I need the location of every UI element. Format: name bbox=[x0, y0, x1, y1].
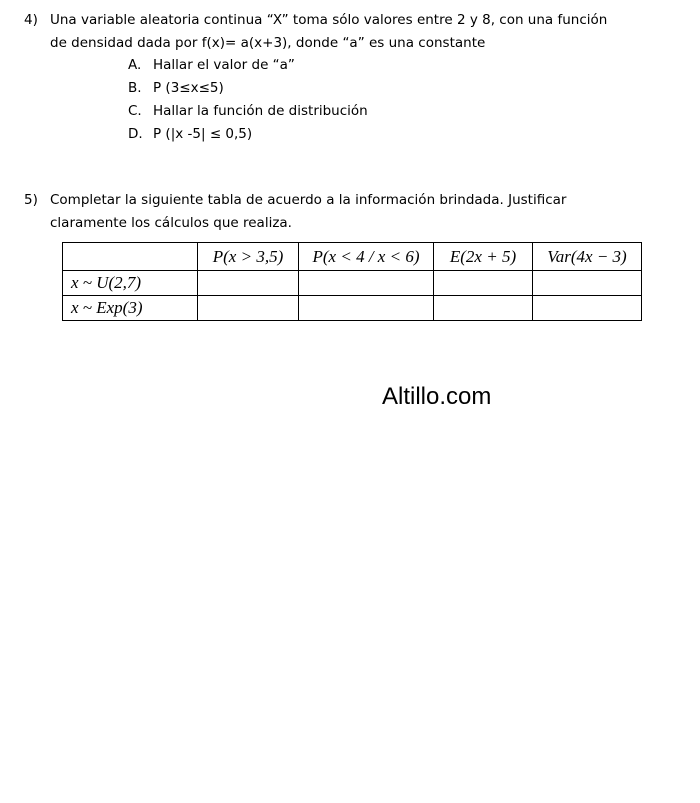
table-cell bbox=[434, 271, 533, 296]
table-header-cell: Var(4x − 3) bbox=[533, 243, 642, 271]
table-header-row bbox=[63, 243, 642, 271]
question-4-number: 4) bbox=[24, 12, 38, 28]
table-header-cell: E(2x + 5) bbox=[434, 243, 533, 271]
question-4-text-line-2: de densidad dada por f(x)= a(x+3), donde “a” es una constante bbox=[50, 35, 486, 51]
item-d-text: P (|x -5| ≤ 0,5) bbox=[153, 126, 253, 142]
table-cell bbox=[533, 296, 642, 321]
table-cell bbox=[434, 296, 533, 321]
question-4-text-line-1: Una variable aleatoria continua “X” toma sólo valores entre 2 y 8, con una función bbox=[50, 12, 608, 28]
table-row bbox=[63, 296, 642, 321]
table-row-label: x ~ U(2,7) bbox=[63, 271, 198, 296]
item-b-letter: B. bbox=[128, 80, 142, 96]
item-b-text: P (3≤x≤5) bbox=[153, 80, 224, 96]
watermark-text: Altillo.com bbox=[382, 383, 492, 410]
item-a-text: Hallar el valor de “a” bbox=[153, 57, 295, 73]
item-a-letter: A. bbox=[128, 57, 142, 73]
item-d-letter: D. bbox=[128, 126, 143, 142]
table-header-empty bbox=[63, 243, 198, 271]
question-5-text-line-1: Completar la siguiente tabla de acuerdo a la información brindada. Justificar bbox=[50, 192, 567, 208]
question-5-number: 5) bbox=[24, 192, 38, 208]
table-cell bbox=[198, 296, 299, 321]
distribution-table bbox=[62, 242, 642, 321]
table-row-label: x ~ Exp(3) bbox=[63, 296, 198, 321]
table-cell bbox=[533, 271, 642, 296]
item-c-text: Hallar la función de distribución bbox=[153, 103, 368, 119]
table-header-cell: P(x > 3,5) bbox=[198, 243, 299, 271]
table-cell bbox=[299, 296, 434, 321]
table-cell bbox=[198, 271, 299, 296]
table-header-cell: P(x < 4 / x < 6) bbox=[299, 243, 434, 271]
table-cell bbox=[299, 271, 434, 296]
question-5-text-line-2: claramente los cálculos que realiza. bbox=[50, 215, 292, 231]
table-row bbox=[63, 271, 642, 296]
item-c-letter: C. bbox=[128, 103, 142, 119]
